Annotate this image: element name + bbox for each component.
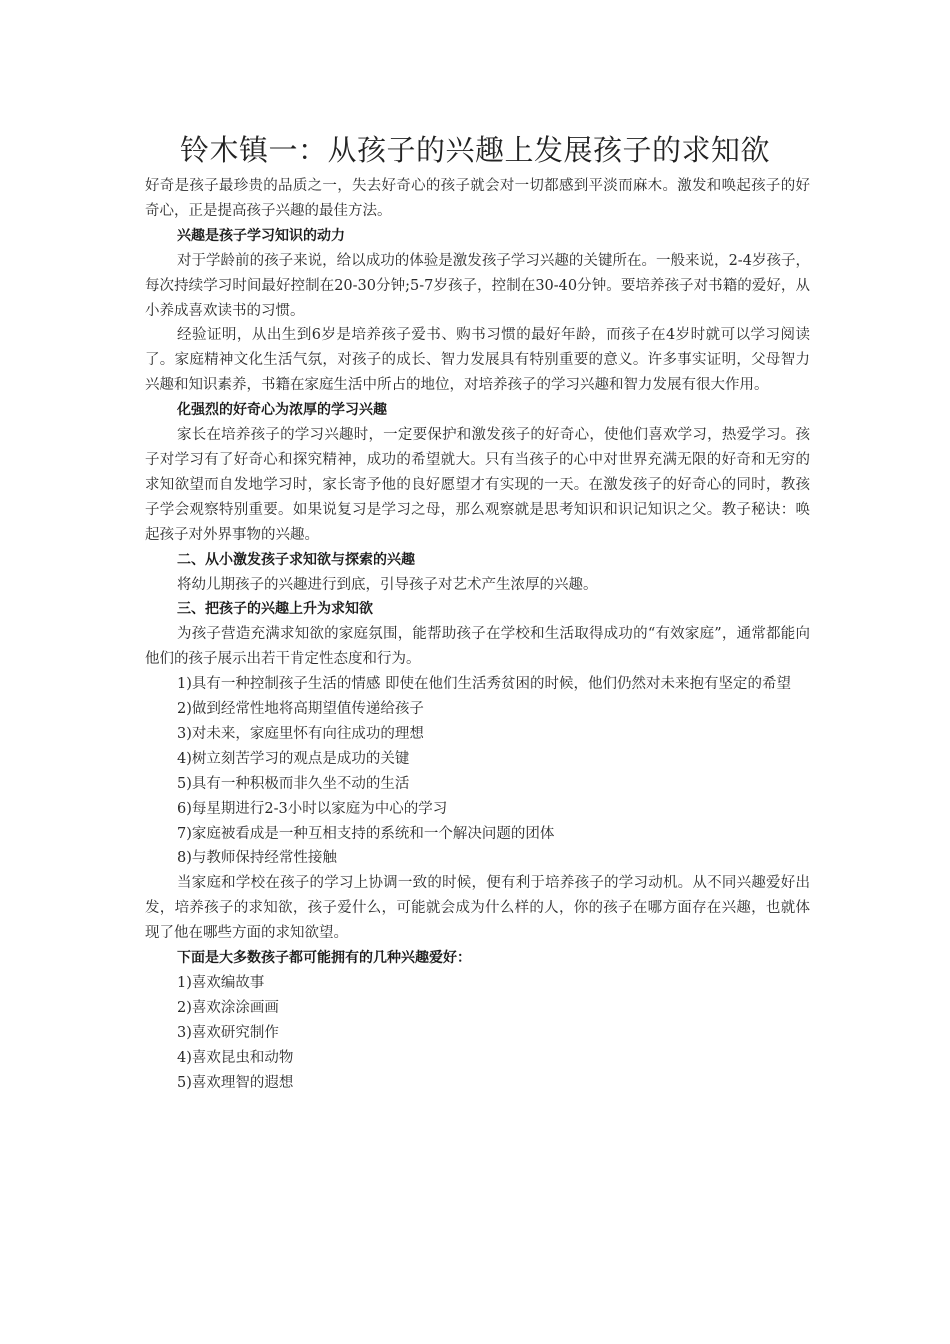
document-body: [145, 174, 810, 1096]
list-item: 3)对未来，家庭里怀有向往成功的理想: [177, 725, 424, 742]
paragraph: 为孩子营造充满求知欲的家庭氛围，能帮助孩子在学校和生活取得成功的“有效家庭”，通常都能向他们的孩子展示出若干肯定性态度和行为。: [145, 626, 810, 668]
document-title: 铃木镇一：从孩子的兴趣上发展孩子的求知欲: [179, 133, 770, 167]
paragraph: 将幼儿期孩子的兴趣进行到底，引导孩子对艺术产生浓厚的兴趣。: [177, 576, 598, 593]
list-item: 5)具有一种积极而非久坐不动的生活: [177, 775, 410, 792]
list-item: 4)树立刻苦学习的观点是成功的关键: [177, 750, 410, 767]
list-item: 3)喜欢研究制作: [177, 1024, 279, 1041]
intro-paragraph: 好奇是孩子最珍贵的品质之一，失去好奇心的孩子就会对一切都感到平淡而麻木。激发和唤起孩子的好奇心，正是提高孩子兴趣的最佳方法。: [145, 178, 810, 219]
section-heading: 三、把孩子的兴趣上升为求知欲: [177, 601, 373, 618]
section-heading: 化强烈的好奇心为浓厚的学习兴趣: [177, 402, 387, 419]
list-item: 1)喜欢编故事: [177, 975, 265, 991]
section-heading: 兴趣是孩子学习知识的动力: [177, 227, 345, 244]
section-heading: 二、从小激发孩子求知欲与探索的兴趣: [177, 551, 415, 568]
section-heading: 下面是大多数孩子都可能拥有的几种兴趣爱好：: [177, 950, 471, 967]
list-item: 4)喜欢昆虫和动物: [177, 1049, 294, 1066]
list-item: 2)喜欢涂涂画画: [177, 999, 279, 1016]
list-item: 6)每星期进行2-3小时以家庭为中心的学习: [177, 800, 448, 817]
list-item: 1)具有一种控制孩子生活的情感 即使在他们生活秀贫困的时候，他们仍然对未来抱有坚定的希望: [177, 676, 791, 693]
paragraph: 当家庭和学校在孩子的学习上协调一致的时候，便有利于培养孩子的学习动机。从不同兴趣爱好出发，培养孩子的求知欲，孩子爱什么，可能就会成为什么样的人，你的孩子在哪方面存在兴趣，也就体现了他在哪些方面的求知欲望。: [145, 875, 810, 942]
paragraph: 家长在培养孩子的学习兴趣时，一定要保护和激发孩子的好奇心，使他们喜欢学习，热爱学习。孩子对学习有了好奇心和探究精神，成功的希望就大。只有当孩子的心中对世界充满无限的好奇和无穷的求知欲望而自发地学习时，家长寄予他的良好愿望才有实现的一天。在激发孩子的好奇心的同时，教孩子学会观察特别重要。如果说复习是学习之母，那么观察就是思考知识和识记知识之父。教子秘诀：唤起孩子对外界事物的兴趣。: [145, 427, 810, 543]
paragraph: 经验证明，从出生到6岁是培养孩子爱书、购书习惯的最好年龄，而孩子在4岁时就可以学习阅读了。家庭精神文化生活气氛，对孩子的成长、智力发展具有特别重要的意义。许多事实证明，父母智力兴趣和知识素养，书籍在家庭生活中所占的地位，对培养孩子的学习兴趣和智力发展有很大作用。: [145, 327, 810, 394]
paragraph: 对于学龄前的孩子来说，给以成功的体验是激发孩子学习兴趣的关键所在。一般来说，2-4岁孩子，每次持续学习时间最好控制在20-30分钟;5-7岁孩子，控制在30-40分钟。要培养孩子对书籍的爱好，从小养成喜欢读书的习惯。: [145, 252, 810, 319]
list-item: 7)家庭被看成是一种互相支持的系统和一个解决问题的团体: [177, 825, 555, 842]
list-item: 8)与教师保持经常性接触: [177, 850, 337, 867]
list-item: 5)喜欢理智的遐想: [177, 1074, 294, 1091]
list-item: 2)做到经常性地将高期望值传递给孩子: [177, 701, 424, 718]
